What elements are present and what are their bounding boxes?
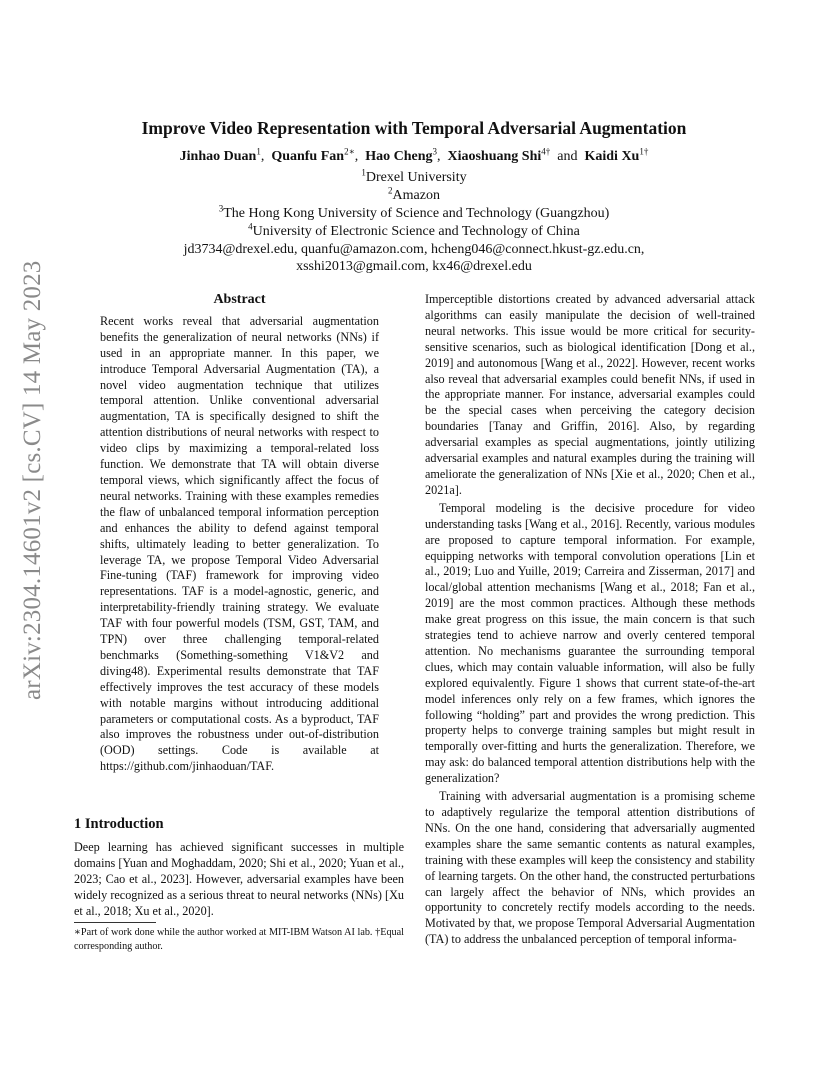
abstract-body: Recent works reveal that adversarial augmentation benefits the generalization of neural networks (NNs) if used in an appropriate manner. In this paper, we introduce Temporal Adversarial Augmentation (TA), a novel video augmentation technique that utilizes temporal attention. Unlike conventional adversarial augmentation, TA is specifically designed to shift the attention distributions of neural networks with respect to video clips by maximizing a temporal-related loss function. We demonstrate that TA will obtain diverse temporal views, which significantly affect the focus of neural networks. Training with these examples remedies the flaw of unbalanced temporal information perception and enhances the ability to defend against temporal shifts, ultimately leading to better generalization. To leverage TA, we propose Temporal Video Adversarial Fine-tuning (TAF) framework for improving video representations. TAF is a model-agnostic, generic, and interpretability-friendly training strategy. We evaluate TAF with four powerful models (TSM, GST, TAM, and TPN) over three challenging temporal-related benchmarks (Something-something V1&V2 and diving48). Experimental results demonstrate that TAF effectively improves the test accuracy of these models with notable margins without introducing additional parameters or computational costs. As a byproduct, TAF also improves the robustness under out-of-distribution (OOD) settings. Code is available at https://github.com/jinhaoduan/TAF. [100, 313, 379, 774]
author-name: Kaidi Xu [584, 149, 640, 164]
author-name: Xiaoshuang Shi [447, 149, 542, 164]
body-paragraph: Temporal modeling is the decisive procedure for video understanding tasks [Wang et al., 2016]. Recently, various modules are proposed to capture temporal information. For example, equipping networks with temporal convolution operations [Lin et al., 2019; Luo and Yuille, 2019; Carreira and Zisserman, 2017] and local/global attention mechanisms [Wang et al., 2018; Fan et al., 2019] are the most common practices. Although these methods make great progress on this issue, the main concern is that such strategies tend to achieve narrow and overly centered temporal attention. No mechanisms guarantee the surrounding temporal clues, which may contain valuable information, will also be fully explored equivalently. Figure 1 shows that current state-of-the-art model inferences only rely on a few frames, which ignores the following “holding” part and provides the wrong prediction. This property helps to converge training samples but might result in temporally over-fitting and hurts the generalization. Therefore, we may ask: do balanced temporal attention distributions help with the generalization? [425, 500, 755, 786]
email-line: xsshi2013@gmail.com, kx46@drexel.edu [296, 259, 532, 274]
abstract [100, 292, 379, 777]
author-list: Jinhao Duan$^1$, Quanfu Fan$^{2∗}$, Hao Cheng$^3$, Xiaoshuang Shi$^{4\dagger}$ and Kaidi $Xu^{1\dagger}$ [179, 146, 649, 164]
arxiv-identifier: arXiv:2304.14601v2 [cs.CV] 14 May 2023 [19, 260, 46, 700]
section-heading: 1 Introduction [74, 816, 164, 832]
right-column [425, 292, 755, 950]
affiliation: $^2$Amazon [388, 185, 440, 203]
paper-title: Improve Video Representation with Temporal Adversarial Augmentation [141, 118, 687, 138]
intro-body: Deep learning has achieved significant successes in multiple domains [Yuan and Moghaddam, 2020; Shi et al., 2020; Yuan et al., 2023; Cao et al., 2023]. However, adversarial examples have been widely recognized as a serious threat to neural networks (NNs) [Xu et al., 2018; Xu et al., 2020]. [74, 840, 404, 918]
author-name: Jinhao Duan [179, 149, 257, 164]
affiliation: $^3$The Hong Kong University of Science and Technology (Guangzhou) [218, 203, 610, 221]
author-name: Quanfu Fan [271, 149, 345, 164]
body-paragraph: Imperceptible distortions created by advanced adversarial attack algorithms can easily manipulate the decision of well-trained neural networks. This issue would be more critical for security-sensitive scenarios, such as biological identification [Dong et al., 2019] and autonomous [Wang et al., 2022]. However, recent works also reveal that adversarial examples could benefit NNs, if used in the appropriate manner. For instance, adversarial examples could be the special cases when perceiving the category decision boundaries [Tanay and Griffin, 2016]. Also, by regarding adversarial examples as special augmentations, jointly utilizing adversarial examples and natural examples during the training will ameliorate the generalization of NNs [Xie et al., 2020; Chen et al., 2021a]. [425, 292, 755, 497]
affiliation: $^4$University of Electronic Science and Technology of China [248, 221, 580, 239]
email-line: jd3734@drexel.edu, quanfu@amazon.com, hcheng046@connect.hkust-gz.edu.cn, [183, 242, 645, 257]
intro-paragraph [74, 840, 404, 922]
footnote: ∗Part of work done while the author worked at MIT-IBM Watson AI lab. †Equal corresponding author. [74, 927, 404, 952]
footnote-rule [74, 922, 156, 923]
body-paragraph: Training with adversarial augmentation is a promising scheme to adaptively regularize the temporal attention distributions of NNs. On the one hand, considering that adversarially augmented examples share the same semantic contents as natural examples, training with these examples will keep the consistency and stability of learning targets. On the other hand, the constructed perturbations can largely affect the behavior of NNs, which provides an opportunity to concretely rectify models according to the needs. Motivated by that, we propose Temporal Adversarial Augmentation (TA) to address the unbalanced perception of temporal informa- [425, 789, 755, 947]
affiliation: $^1$Drexel University [361, 167, 467, 185]
abstract-heading: Abstract [213, 292, 266, 307]
author-name: Hao Cheng [365, 149, 433, 164]
